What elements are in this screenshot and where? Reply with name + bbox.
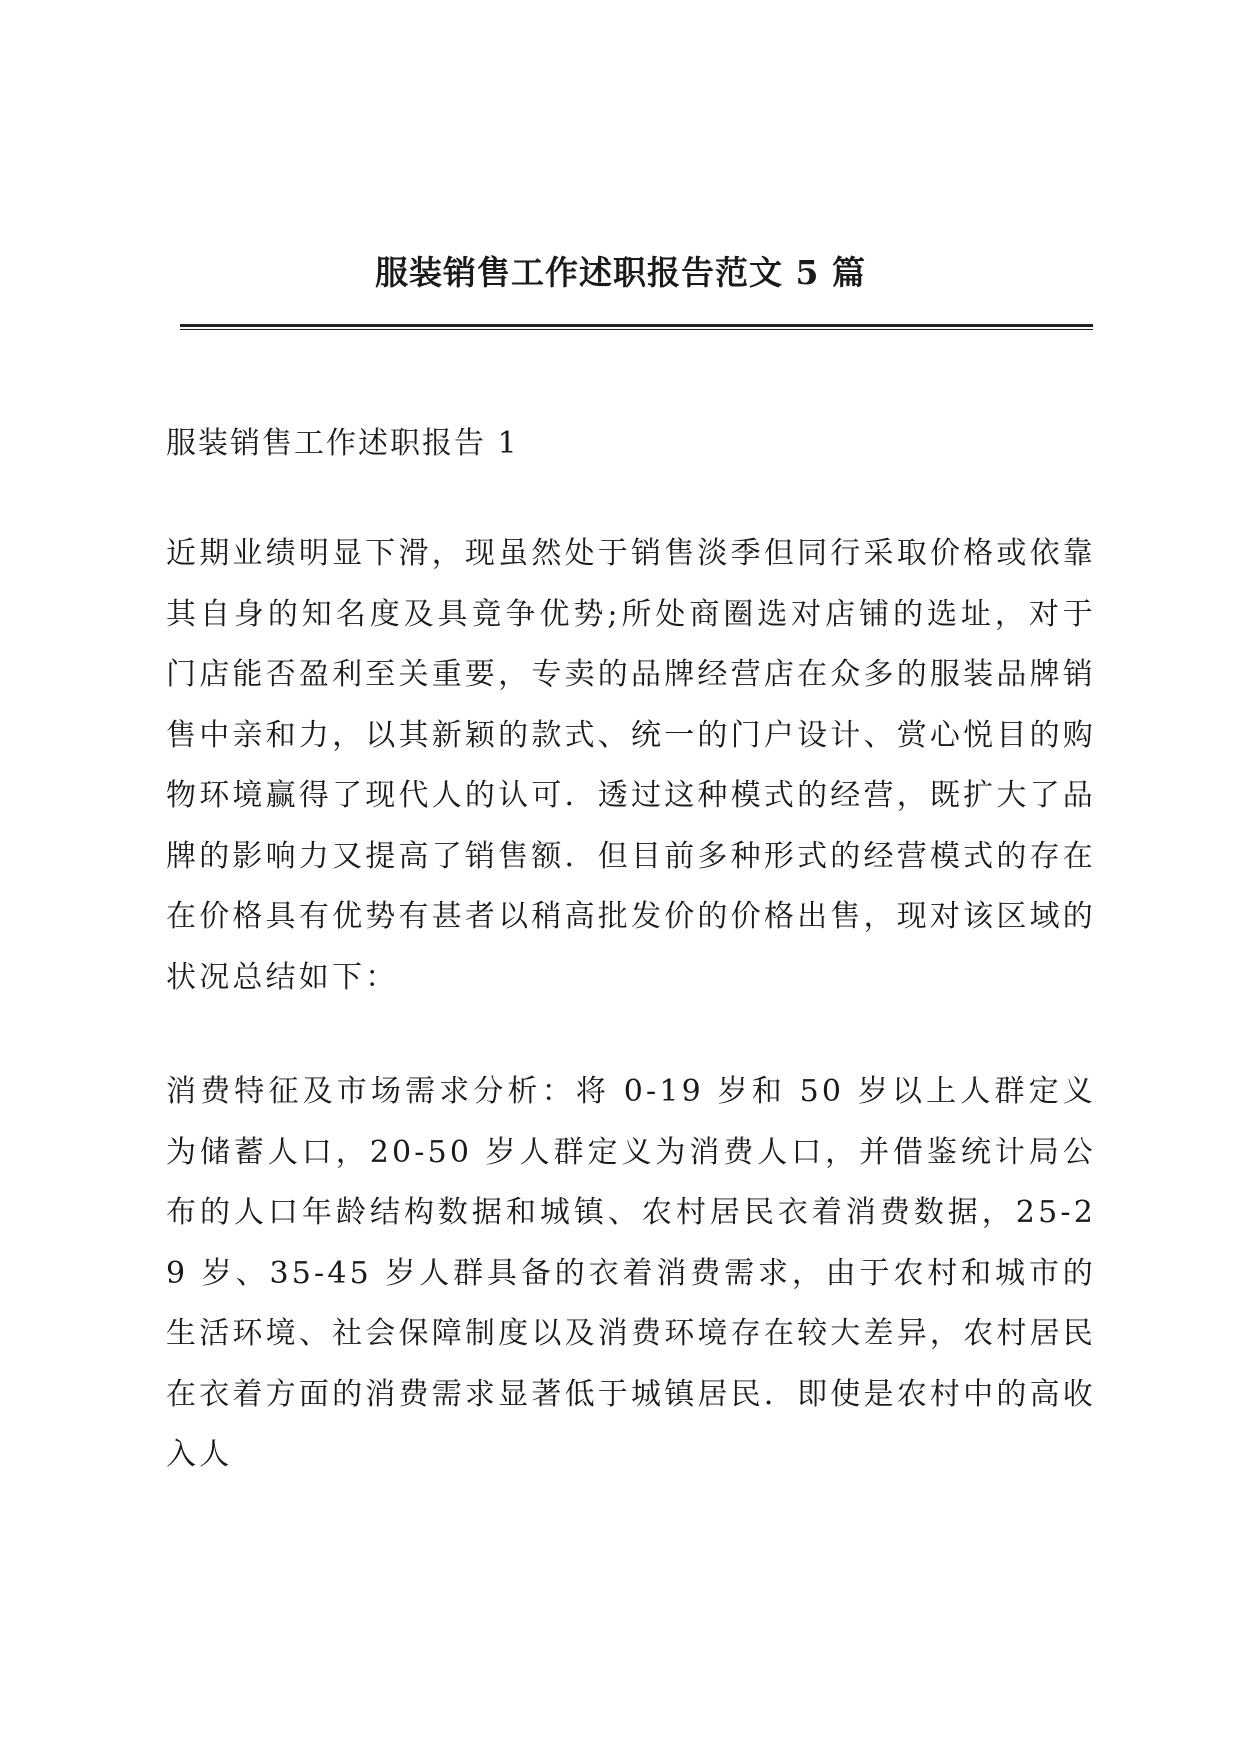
document-title: 服装销售工作述职报告范文 5 篇 bbox=[375, 253, 866, 292]
paragraph-1: 近期业绩明显下滑，现虽然处于销售淡季但同行采取价格或依靠其自身的知名度及具竟争优势;所处商圈选对店铺的选址，对于门店能否盈利至关重要，专卖的品牌经营店在众多的服装品牌销售中亲和力，以其新颖的款式、统一的门户设计、赏心悦目的购物环境赢得了现代人的认可．透过这种模式的经营，既扩大了品牌的影响力又提高了销售额．但目前多种形式的经营模式的存在在价格具有优势有甚者以稍高批发价的价格出售，现对该区域的状况总结如下： bbox=[166, 536, 1096, 995]
title-divider bbox=[180, 324, 1093, 330]
section-heading: 服装销售工作述职报告 1 bbox=[166, 426, 519, 461]
paragraph-2: 消费特征及市场需求分析：将 0-19 岁和 50 岁以上人群定义为储蓄人口，20-50 岁人群定义为消费人口，并借鉴统计局公布的人口年龄结构数据和城镇、农村居民衣着消费数据，25-29 岁、35-45 岁人群具备的衣着消费需求，由于农村和城市的生活环境、社会保障制度以及消费环境存在较大差异，农村居民在衣着方面的消费需求显著低于城镇居民．即使是农村中的高收入人 bbox=[166, 1074, 1096, 1472]
document-body bbox=[166, 418, 1096, 1540]
